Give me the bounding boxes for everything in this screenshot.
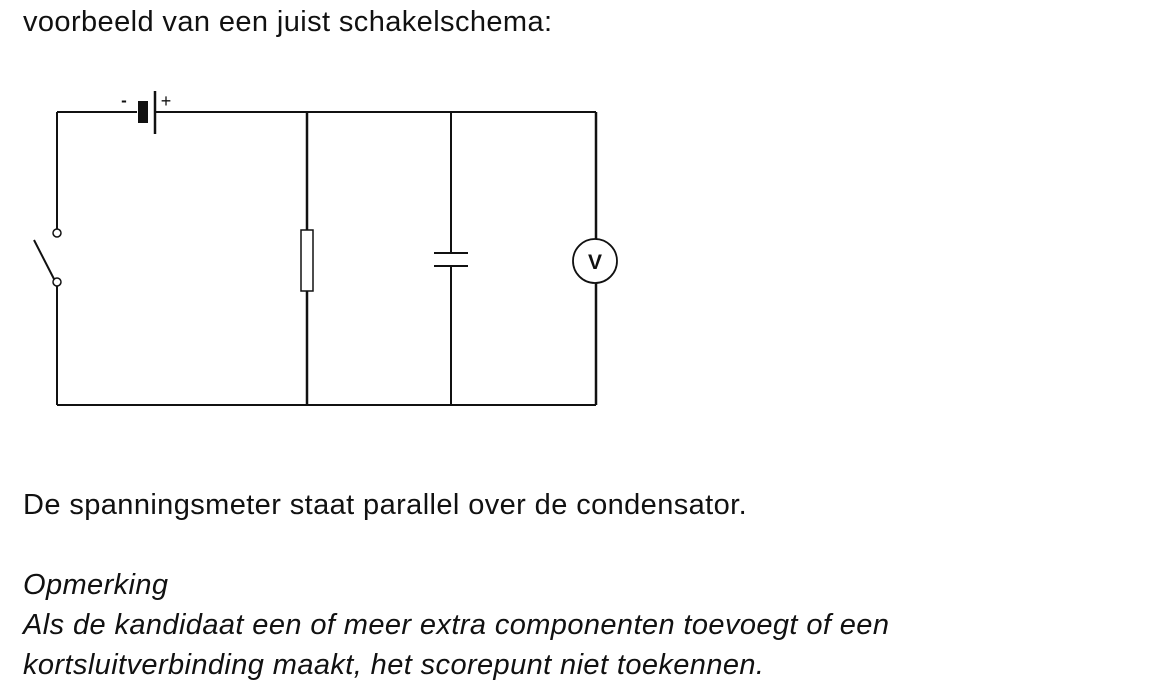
battery-minus-label: - (121, 91, 127, 110)
remark-line-1: Als de kandidaat een of meer extra componenten toevoegt of een (23, 609, 890, 641)
battery-plus-label: + (160, 91, 172, 111)
remark-line-2: kortsluitverbinding maakt, het scorepunt niet toekennen. (23, 649, 765, 681)
switch-symbol (34, 229, 61, 286)
resistor-symbol (301, 230, 313, 291)
voltmeter-label: V (587, 251, 603, 274)
capacitor-symbol (434, 253, 468, 266)
voltmeter-symbol (573, 239, 617, 283)
battery-negative-plate (138, 101, 148, 123)
conclusion-text: De spanningsmeter staat parallel over de condensator. (23, 489, 748, 521)
remark-title: Opmerking (23, 569, 169, 601)
circuit-diagram (0, 0, 700, 440)
switch-lever (34, 240, 54, 279)
switch-top-contact (53, 229, 61, 237)
switch-bottom-contact (53, 278, 61, 286)
intro-text: voorbeeld van een juist schakelschema: (23, 6, 553, 38)
